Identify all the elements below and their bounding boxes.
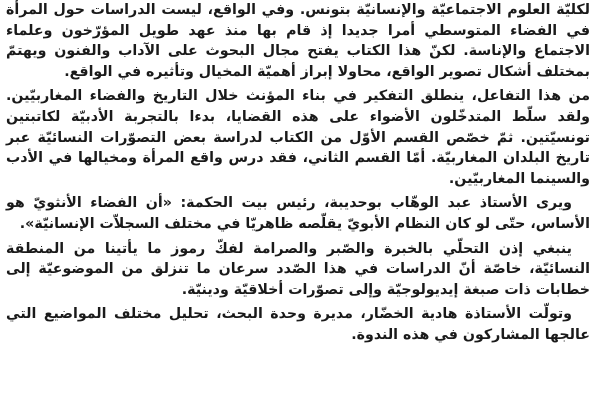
paragraph-intro: لكليّة العلوم الاجتماعيّة والإنسانيّة بتونس. وفي الواقع، ليست الدراسات حول المرأة في الفضاء المتوسطي أمرا جديدا إذ قام بها منذ عهد طويل المؤرّخون وعلماء الاجتماع والإناسة. لكنّ هذا الكتاب يفتح مجال البحوث على الآداب والفنون ويهتمّ بمختلف أشكال تصوير الواقع، محاولا إبراز أهميّة المخيال وتأثيره في الواقع. (6, 2, 590, 80)
paragraph-interaction: من هذا التفاعل، ينطلق التفكير في بناء المؤنث خلال التاريخ والفضاء المغاربيّين. ولقد سلّط المتدخّلون الأضواء على هذه القضايا، بدءا بالتجربة الأدبيّة لكاتبتين تونسيّتين. ثمّ خصّص القسم الأوّل من الكتاب لدراسة بعض التصوّرات النسائيّة عبر تاريخ البلدان المغاربيّة. أمّا القسم الثاني، فقد درس واقع المرأة ومخيالها في الأدب والسينما المغاربيّين. (6, 88, 590, 187)
paragraph-conclusion: وتولّت الأستاذة هادية الخضّار، مديرة وحدة البحث، تحليل مختلف المواضيع التي عالجها المشاركون في هذه الندوة. (6, 306, 590, 343)
paragraph-quote: ويرى الأستاذ عبد الوهّاب بوحديبة، رئيس بيت الحكمة: «أن الفضاء الأنثويّ هو الأساس، حتّى لو كان النظام الأبويّ يقلّصه ظاهريّا في مختلف السجلاّت الإنسانيّة». (6, 195, 590, 232)
paragraph-method: ينبغي إذن التحلّي بالخبرة والصّبر والصرامة لفكّ رموز ما يأتينا من المنطقة النسائيّة، خاصّة أنّ الدراسات في هذا الصّدد سرعان ما تنزلق من الموضوعيّة إلى خطابات ذات صبغة إيديولوجيّة وإلى تصوّرات أخلاقيّة ودينيّة. (6, 240, 590, 298)
document-page (6, 0, 590, 400)
